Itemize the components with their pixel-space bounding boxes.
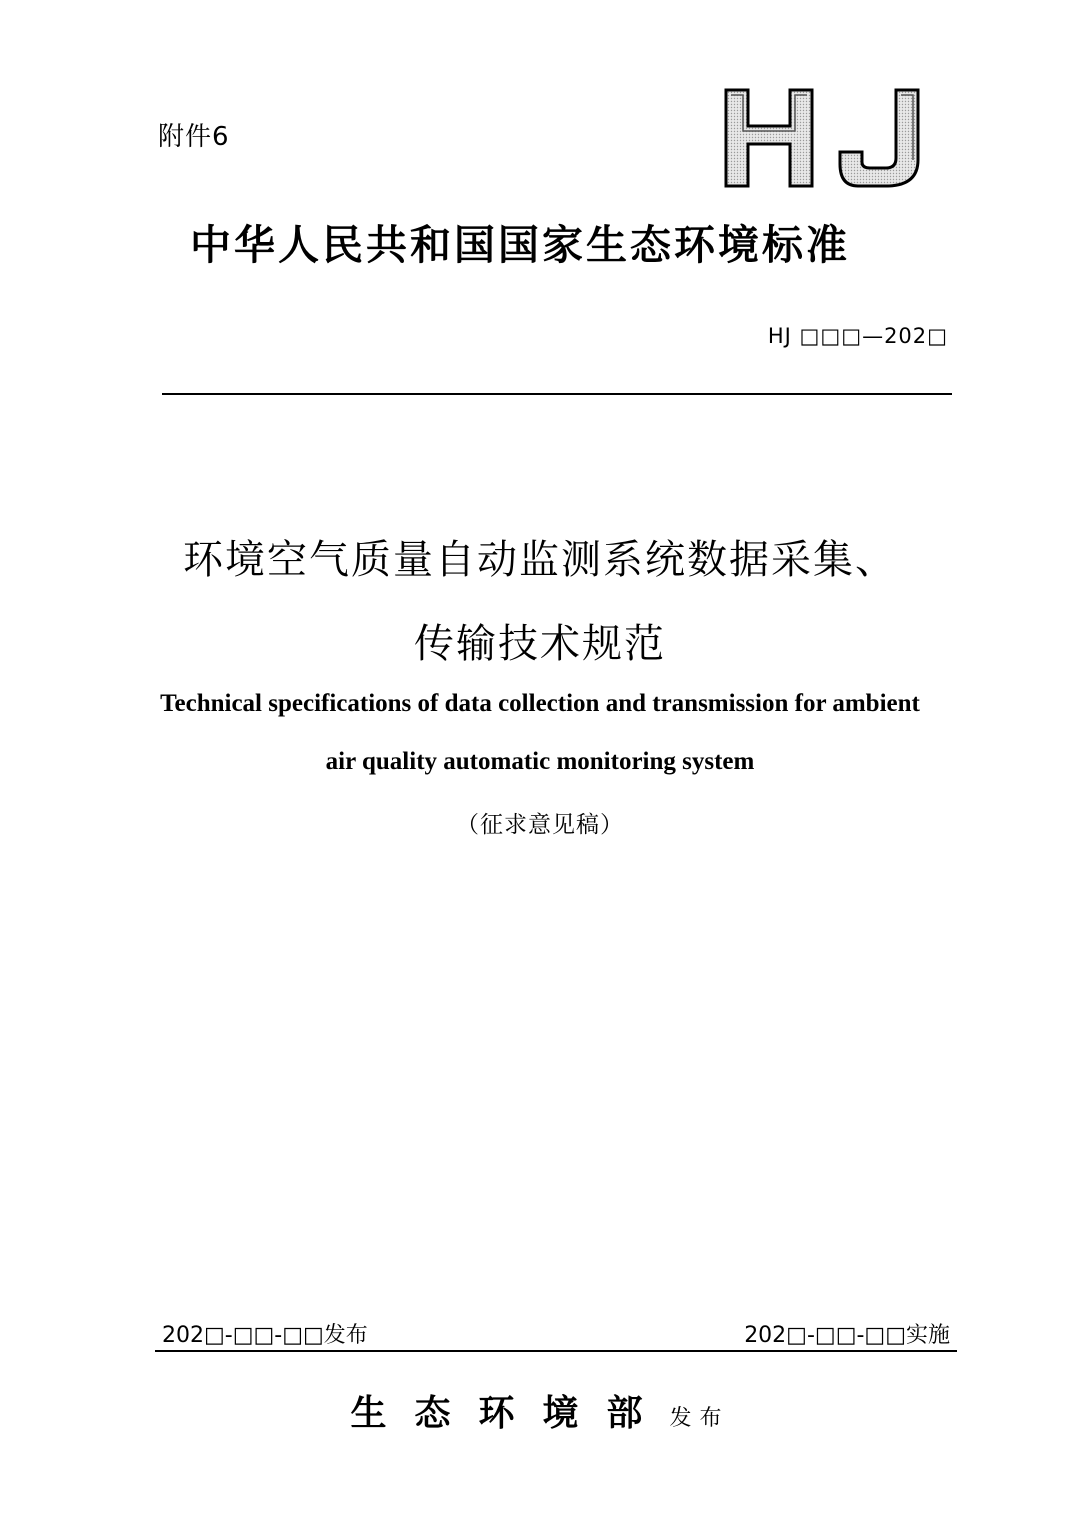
top-divider — [162, 393, 952, 395]
bottom-divider — [155, 1350, 957, 1352]
issue-date: 202□-□□-□□发布 — [162, 1323, 368, 1348]
title-cn-line2: 传输技术规范 — [414, 621, 666, 667]
title-cn-line1: 环境空气质量自动监测系统数据采集、 — [183, 537, 897, 583]
publisher-row — [0, 1385, 1080, 1436]
publisher-suffix: 发布 — [669, 1406, 730, 1431]
standard-number: HJ □□□—202□ — [767, 324, 948, 348]
draft-note: （征求意见稿） — [456, 812, 624, 838]
publisher-name: 生态环境部 — [350, 1392, 671, 1434]
attachment-label: 附件6 — [158, 122, 230, 152]
hj-logo — [718, 82, 928, 194]
title-en-line1: Technical specifications of data collection and transmission for ambient — [160, 690, 920, 717]
standard-org-title: 中华人民共和国国家生态环境标准 — [190, 221, 850, 269]
title-en-line2: air quality automatic monitoring system — [325, 748, 755, 775]
implementation-date: 202□-□□-□□实施 — [744, 1323, 950, 1348]
